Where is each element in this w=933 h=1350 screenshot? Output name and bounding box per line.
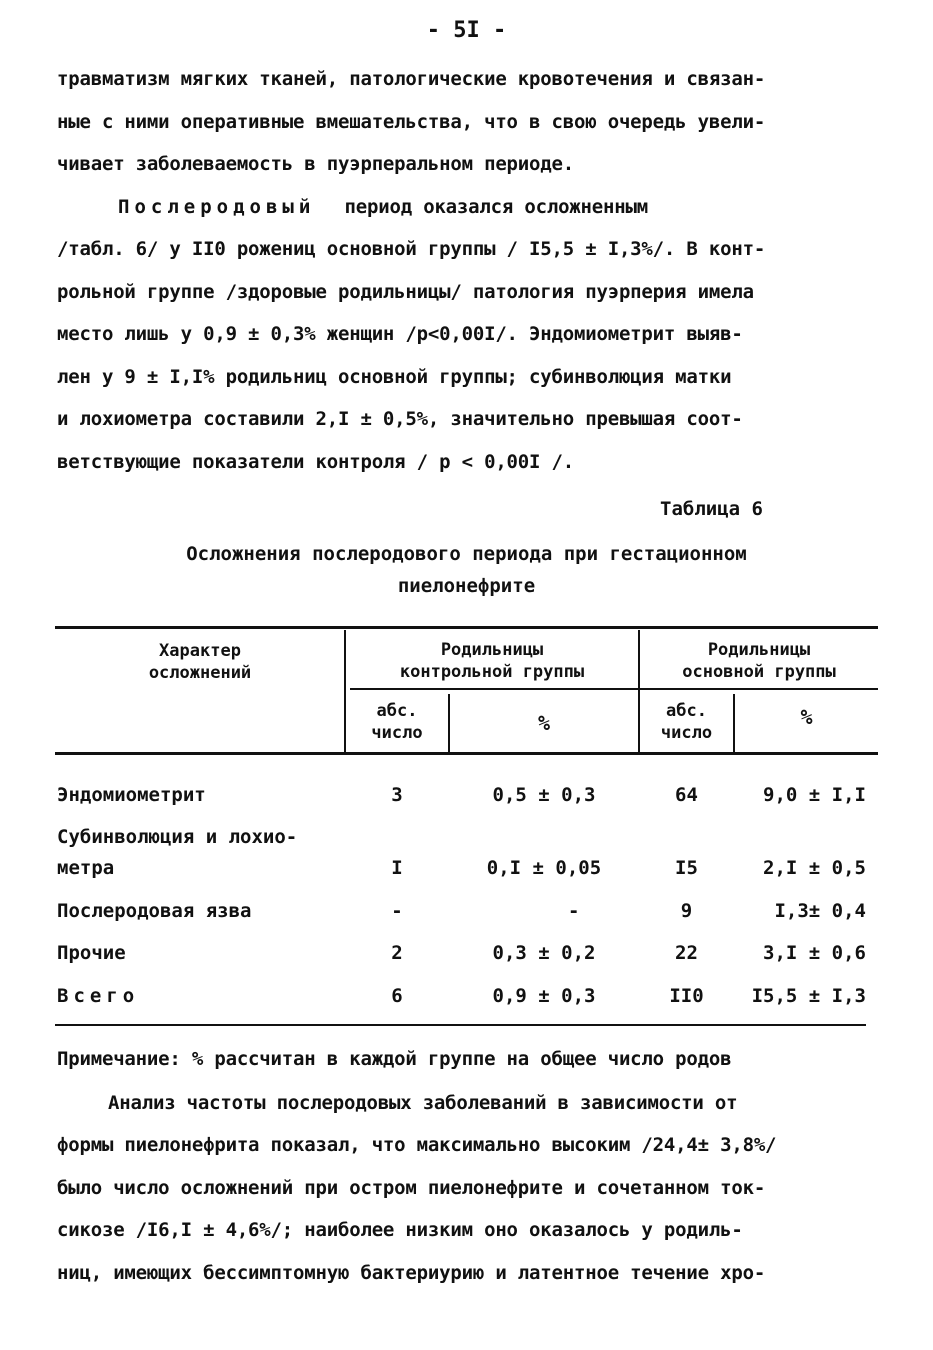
col-header-line: Родильницы	[440, 640, 544, 660]
row-label: Послеродовая язва	[57, 900, 252, 922]
cell-main-abs: I5	[675, 857, 698, 879]
text-span: период оказался осложненным	[344, 196, 648, 218]
cell-control-abs: 3	[391, 784, 403, 806]
text-line: рольной группе /здоровые родильницы/ патология пуэрперия имела	[57, 281, 754, 303]
cell-control-pct: 0,5 ± 0,3	[492, 784, 596, 806]
col-header-line: контрольной группы	[399, 662, 585, 682]
text-line: ветствующие показатели контроля / p < 0,00I /.	[57, 451, 574, 473]
cell-main-abs: 64	[675, 784, 698, 806]
col-header-control-abs	[346, 700, 448, 744]
row-label: метра	[57, 857, 115, 879]
col-header-main-pct: %	[800, 705, 813, 729]
col-header-line: основной группы	[682, 662, 836, 682]
col-header-character	[55, 640, 345, 684]
row-label: Эндомиометрит	[57, 784, 206, 806]
page-number: - 5I -	[426, 18, 507, 43]
row-label-total: Всего	[57, 985, 140, 1007]
text-line: лен у 9 ± I,I% родильниц основной группы; субинволюция матки	[57, 366, 732, 388]
table-caption: пиелонефрите	[397, 575, 536, 597]
text-line: и лохиометра составили 2,I ± 0,5%, значительно превышая соот-	[57, 408, 743, 430]
col-header-line: Родильницы	[707, 640, 811, 660]
text-line: ниц, имеющих бессимптомную бактериурию и латентное течение хро-	[57, 1262, 766, 1284]
table-number: Таблица 6	[660, 498, 763, 520]
col-header-line: абс.	[666, 701, 707, 721]
text-line: травматизм мягких тканей, патологические кровотечения и связан-	[57, 68, 766, 90]
text-line	[118, 196, 648, 218]
cell-main-pct: 3,I ± 0,6	[763, 942, 866, 964]
cell-main-pct: 2,I ± 0,5	[763, 857, 866, 879]
cell-main-pct: 9,0 ± I,I	[763, 784, 866, 806]
cell-main-abs: 22	[675, 942, 698, 964]
table-caption: Осложнения послеродового периода при гестационном	[186, 543, 747, 565]
cell-main-pct: I5,5 ± I,3	[751, 985, 866, 1007]
col-header-line: Характер	[159, 641, 241, 661]
col-header-line: число	[660, 723, 713, 743]
text-line: было число осложнений при остром пиелонефрите и сочетанном ток-	[57, 1177, 766, 1199]
cell-control-abs: I	[391, 857, 403, 879]
col-header-main-group	[640, 639, 878, 683]
row-label: Субинволюция и лохио-	[57, 826, 298, 848]
text-line: /табл. 6/ у II0 рожениц основной группы / I5,5 ± I,3%/. В конт-	[57, 238, 766, 260]
cell-control-abs: -	[391, 900, 403, 922]
cell-control-pct: -	[568, 900, 580, 922]
table-note: Примечание: % рассчитан в каждой группе на общее число родов	[57, 1048, 732, 1070]
col-header-control-group	[346, 639, 638, 683]
text-line: место лишь у 0,9 ± 0,3% женщин /p<0,00I/. Эндомиометрит выяв-	[57, 323, 743, 345]
table-bottom-rule	[55, 1024, 866, 1026]
col-header-line: число	[371, 723, 423, 743]
table-top-rule	[55, 626, 878, 629]
cell-main-abs: 9	[680, 900, 693, 922]
cell-control-pct: 0,3 ± 0,2	[492, 942, 596, 964]
cell-control-pct: 0,9 ± 0,3	[492, 985, 596, 1007]
text-line: формы пиелонефрита показал, что максимально высоким /24,4± 3,8%/	[57, 1134, 777, 1156]
cell-control-pct: 0,I ± 0,05	[486, 857, 602, 879]
cell-control-abs: 2	[391, 942, 403, 964]
cell-main-abs: II0	[669, 985, 704, 1007]
cell-control-abs: 6	[391, 985, 403, 1007]
col-header-line: осложнений	[148, 663, 252, 683]
table-header-rule	[55, 752, 878, 755]
text-line: сикозе /I6,I ± 4,6%/; наиболее низким оно оказалось у родиль-	[57, 1219, 743, 1241]
text-line: Анализ частоты послеродовых заболеваний в зависимости от	[108, 1092, 738, 1114]
text-line: чивает заболеваемость в пуэрперальном периоде.	[57, 153, 574, 175]
cell-main-pct: I,3± 0,4	[774, 900, 866, 922]
col-header-control-pct: %	[537, 711, 551, 735]
col-header-line: абс.	[376, 701, 418, 721]
col-header-main-abs	[640, 700, 733, 744]
table-sub-rule	[350, 688, 878, 690]
spaced-word: Послеродовый	[118, 196, 316, 218]
row-label: Прочие	[57, 942, 126, 964]
text-line: ные с ними оперативные вмешательства, что в свою очередь увели-	[57, 111, 766, 133]
